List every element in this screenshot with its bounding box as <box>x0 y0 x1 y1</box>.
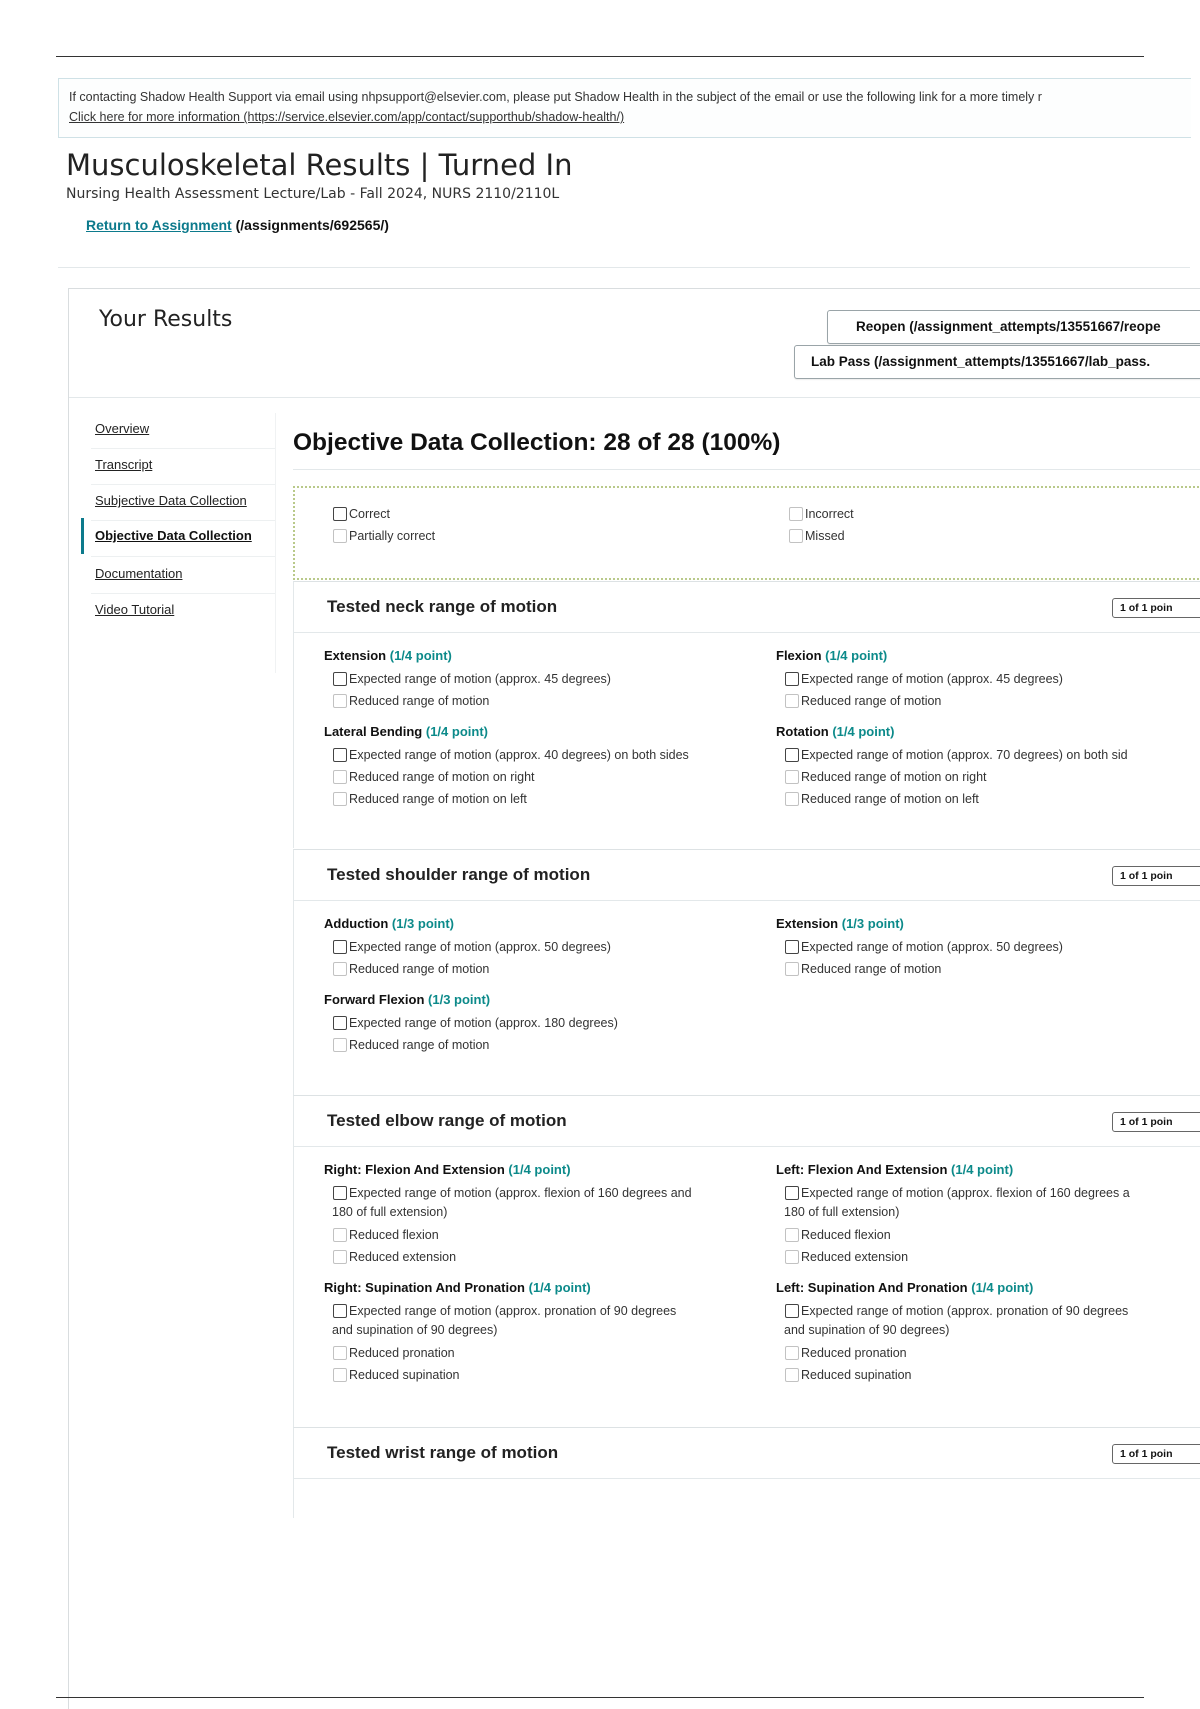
question-label <box>776 648 887 663</box>
answer-option <box>333 746 689 765</box>
checkbox-icon <box>785 1228 799 1242</box>
answer-option-text: Reduced extension <box>801 1250 909 1264</box>
question-points: (1/4 point) <box>825 648 888 663</box>
question-points: (1/4 point) <box>528 1280 591 1295</box>
result-group-header[interactable] <box>294 582 1200 633</box>
checkbox-icon <box>785 672 799 686</box>
question-name: Right: Flexion And Extension <box>324 1162 505 1177</box>
nav-item-documentation[interactable]: Documentation <box>95 566 183 581</box>
question-name: Left: Flexion And Extension <box>776 1162 948 1177</box>
answer-option <box>785 670 1063 689</box>
question-label <box>776 1162 1013 1177</box>
result-group-title: Tested neck range of motion <box>327 597 558 616</box>
checkbox-icon <box>333 1228 347 1242</box>
question-name: Left: Supination And Pronation <box>776 1280 968 1295</box>
answer-option-text: Expected range of motion (approx. pronation of 90 degrees <box>801 1304 1129 1318</box>
answer-option <box>333 768 535 787</box>
answer-option-text: Expected range of motion (approx. 50 degrees) <box>801 940 1063 954</box>
legend-incorrect-label: Incorrect <box>805 507 854 521</box>
question-name: Right: Supination And Pronation <box>324 1280 525 1295</box>
checkbox-icon <box>333 770 347 784</box>
points-badge: 1 of 1 poin <box>1112 866 1200 886</box>
answer-option <box>785 938 1063 957</box>
answer-option <box>333 1302 676 1321</box>
result-group-header[interactable] <box>294 1096 1200 1147</box>
nav-item-video-tutorial[interactable]: Video Tutorial <box>95 602 175 617</box>
question-points: (1/3 point) <box>428 992 491 1007</box>
answer-option-text: Reduced range of motion <box>801 694 942 708</box>
nav-item-subjective-data-collection[interactable]: Subjective Data Collection <box>95 493 247 508</box>
answer-option <box>785 1366 912 1385</box>
page-bottom-rule <box>56 1697 1144 1698</box>
checkbox-icon <box>333 962 347 976</box>
answer-option-text: 180 of full extension) <box>784 1205 900 1219</box>
answer-option <box>333 1014 618 1033</box>
question-points: (1/3 point) <box>391 916 454 931</box>
support-info-link[interactable]: Click here for more information (https://service.elsevier.com/app/contact/supporthub/shadow-health/) <box>69 110 625 124</box>
nav-separator <box>91 448 275 449</box>
checkbox-icon <box>333 507 347 521</box>
nav-item-transcript[interactable]: Transcript <box>95 457 153 472</box>
question-name: Flexion <box>776 648 822 663</box>
checkbox-icon <box>333 792 347 806</box>
answer-option-text: Reduced range of motion on right <box>349 770 535 784</box>
answer-option <box>785 768 987 787</box>
result-group-header[interactable] <box>294 1428 1200 1479</box>
course-subtitle: Nursing Health Assessment Lecture/Lab - Fall 2024, NURS 2110/2110L <box>66 186 560 202</box>
result-group <box>293 581 1200 848</box>
answer-option-text: Reduced pronation <box>349 1346 455 1360</box>
answer-option <box>333 670 611 689</box>
question-name: Rotation <box>776 724 829 739</box>
content-divider <box>275 413 276 673</box>
answer-option-text: Reduced range of motion <box>801 962 942 976</box>
page-title: Musculoskeletal Results | Turned In <box>66 148 573 182</box>
question-name: Extension <box>776 916 839 931</box>
answer-option-text: Expected range of motion (approx. flexion of 160 degrees a <box>801 1186 1130 1200</box>
legend-correct <box>333 507 390 521</box>
checkbox-icon <box>785 962 799 976</box>
answer-option-text: Reduced extension <box>349 1250 457 1264</box>
answer-option <box>785 746 1128 765</box>
question-label <box>324 648 452 663</box>
question-label <box>776 916 904 931</box>
answer-option <box>785 1226 891 1245</box>
answer-option-text: Expected range of motion (approx. 45 degrees) <box>801 672 1063 686</box>
results-card <box>68 288 1200 1709</box>
question-label <box>776 1280 1033 1295</box>
answer-option <box>333 790 527 809</box>
checkbox-icon <box>333 1038 347 1052</box>
answer-option-text: Reduced range of motion on left <box>349 792 527 806</box>
checkbox-icon <box>333 529 347 543</box>
answer-option-text: Reduced flexion <box>349 1228 439 1242</box>
results-title: Your Results <box>99 307 233 332</box>
nav-separator <box>91 593 275 594</box>
result-group-title: Tested elbow range of motion <box>327 1111 567 1130</box>
reopen-button[interactable]: Reopen (/assignment_attempts/13551667/reope <box>827 310 1200 344</box>
answer-option <box>785 1344 907 1363</box>
checkbox-icon <box>789 507 803 521</box>
answer-option-text: and supination of 90 degrees) <box>784 1323 950 1337</box>
answer-option-text: Expected range of motion (approx. flexion of 160 degrees and <box>349 1186 692 1200</box>
question-name: Lateral Bending <box>324 724 423 739</box>
checkbox-icon <box>333 672 347 686</box>
answer-option <box>333 1344 455 1363</box>
checkbox-icon <box>333 1368 347 1382</box>
lab-pass-button[interactable]: Lab Pass (/assignment_attempts/13551667/lab_pass. <box>794 345 1200 379</box>
answer-option <box>333 1248 456 1267</box>
question-points: (1/4 point) <box>389 648 452 663</box>
answer-option-text: 180 of full extension) <box>332 1205 448 1219</box>
answer-option <box>785 1184 1130 1203</box>
checkbox-icon <box>785 1304 799 1318</box>
question-label <box>324 1162 571 1177</box>
question-name: Forward Flexion <box>324 992 425 1007</box>
support-notice-text: If contacting Shadow Health Support via email using nhpsupport@elsevier.com, please put Shadow Health in the subject of the email or use the following link for a more timely r <box>69 90 1042 104</box>
card-divider <box>69 397 1200 398</box>
question-label <box>324 992 490 1007</box>
question-label <box>324 916 454 931</box>
checkbox-icon <box>785 748 799 762</box>
checkbox-icon <box>333 1186 347 1200</box>
answer-option <box>333 1226 439 1245</box>
question-points: (1/4 point) <box>425 724 488 739</box>
points-badge: 1 of 1 poin <box>1112 598 1200 618</box>
question-points: (1/4 point) <box>832 724 895 739</box>
question-points: (1/4 point) <box>971 1280 1034 1295</box>
result-group-header[interactable] <box>294 850 1200 901</box>
answer-option <box>785 1302 1128 1321</box>
question-name: Adduction <box>324 916 389 931</box>
answer-option-text: Reduced range of motion <box>349 1038 490 1052</box>
answer-option <box>784 1321 949 1340</box>
answer-option-text: and supination of 90 degrees) <box>332 1323 498 1337</box>
points-badge: 1 of 1 poin <box>1112 1112 1200 1132</box>
checkbox-icon <box>785 1346 799 1360</box>
nav-separator <box>91 556 275 557</box>
answer-option <box>333 938 611 957</box>
checkbox-icon <box>785 792 799 806</box>
nav-item-overview[interactable]: Overview <box>95 421 150 436</box>
answer-option <box>333 1366 460 1385</box>
answer-option <box>333 1036 489 1055</box>
answer-option-text: Expected range of motion (approx. pronation of 90 degrees <box>349 1304 677 1318</box>
legend-missed <box>789 529 845 543</box>
question-label <box>324 1280 591 1295</box>
nav-separator <box>91 484 275 485</box>
result-group <box>293 1095 1200 1428</box>
result-group-title: Tested shoulder range of motion <box>327 865 591 884</box>
answer-option <box>333 1184 692 1203</box>
result-group-title: Tested wrist range of motion <box>327 1443 559 1462</box>
checkbox-icon <box>785 694 799 708</box>
support-notice <box>58 78 1191 138</box>
checkbox-icon <box>333 1304 347 1318</box>
answer-option <box>333 960 489 979</box>
result-group <box>293 1427 1200 1518</box>
checkbox-icon <box>333 1250 347 1264</box>
answer-option-text: Expected range of motion (approx. 45 degrees) <box>349 672 611 686</box>
legend-incorrect <box>789 507 854 521</box>
nav-item-objective-data-collection[interactable]: Objective Data Collection <box>81 518 252 554</box>
section-title-rule <box>293 469 1200 470</box>
legend <box>293 486 1200 580</box>
answer-option <box>333 692 489 711</box>
checkbox-icon <box>333 694 347 708</box>
checkbox-icon <box>785 1368 799 1382</box>
question-name: Extension <box>324 648 387 663</box>
page-top-rule <box>56 56 1144 57</box>
checkbox-icon <box>333 940 347 954</box>
question-points: (1/4 point) <box>508 1162 571 1177</box>
checkbox-icon <box>785 770 799 784</box>
legend-correct-label: Correct <box>349 507 390 521</box>
question-label <box>776 724 894 739</box>
answer-option <box>332 1203 447 1222</box>
points-badge: 1 of 1 poin <box>1112 1444 1200 1464</box>
checkbox-icon <box>789 529 803 543</box>
question-label <box>324 724 488 739</box>
legend-partial-label: Partially correct <box>349 529 436 543</box>
answer-option <box>785 790 979 809</box>
checkbox-icon <box>785 940 799 954</box>
answer-option <box>332 1321 497 1340</box>
question-points: (1/4 point) <box>951 1162 1014 1177</box>
section-title: Objective Data Collection: 28 of 28 (100%) <box>293 429 781 456</box>
checkbox-icon <box>333 1016 347 1030</box>
answer-option-text: Reduced supination <box>801 1368 912 1382</box>
answer-option-text: Reduced range of motion <box>349 962 490 976</box>
legend-partial <box>333 529 435 543</box>
answer-option <box>785 1248 908 1267</box>
answer-option-text: Expected range of motion (approx. 50 degrees) <box>349 940 611 954</box>
legend-missed-label: Missed <box>805 529 845 543</box>
result-group <box>293 849 1200 1096</box>
answer-option-text: Reduced range of motion on left <box>801 792 979 806</box>
checkbox-icon <box>785 1250 799 1264</box>
answer-option-text: Reduced range of motion on right <box>801 770 987 784</box>
answer-option-text: Expected range of motion (approx. 180 degrees) <box>349 1016 618 1030</box>
return-to-assignment-link[interactable]: Return to Assignment <box>86 217 232 233</box>
answer-option <box>785 960 941 979</box>
return-path-text: (/assignments/692565/) <box>231 217 389 233</box>
answer-option-text: Expected range of motion (approx. 40 degrees) on both sides <box>349 748 689 762</box>
answer-option-text: Expected range of motion (approx. 70 degrees) on both sid <box>801 748 1128 762</box>
answer-option-text: Reduced supination <box>349 1368 460 1382</box>
question-points: (1/3 point) <box>841 916 904 931</box>
answer-option-text: Reduced range of motion <box>349 694 490 708</box>
answer-option <box>784 1203 899 1222</box>
answer-option-text: Reduced pronation <box>801 1346 907 1360</box>
header-divider <box>58 267 1190 268</box>
answer-option-text: Reduced flexion <box>801 1228 891 1242</box>
checkbox-icon <box>333 748 347 762</box>
return-to-assignment <box>86 217 389 233</box>
checkbox-icon <box>785 1186 799 1200</box>
answer-option <box>785 692 941 711</box>
checkbox-icon <box>333 1346 347 1360</box>
